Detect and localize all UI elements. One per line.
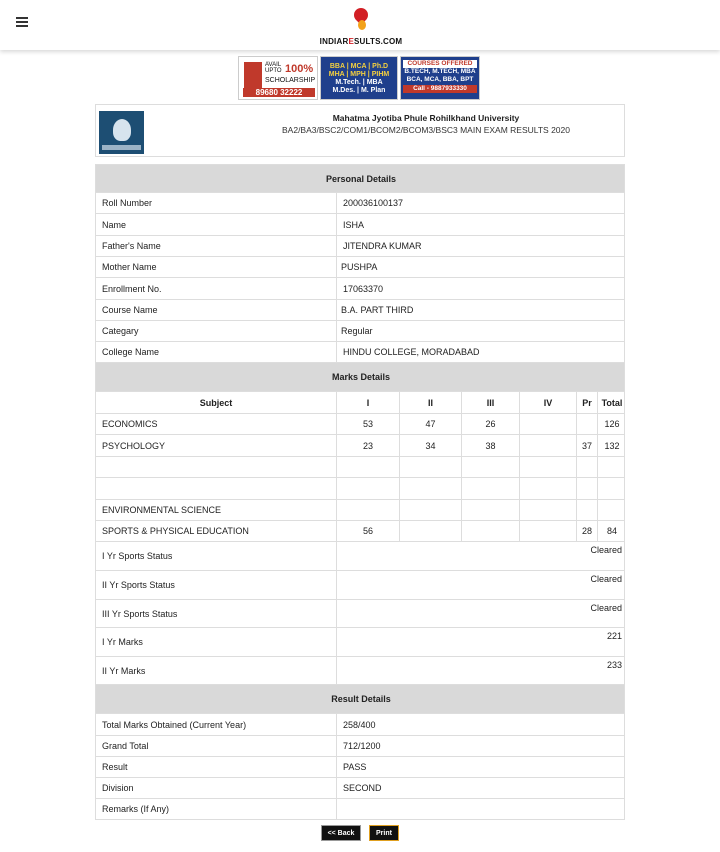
marks-row xyxy=(95,435,625,457)
marks-cell xyxy=(519,414,576,434)
status-row xyxy=(95,657,625,685)
ad-phone: 89680 32222 xyxy=(243,88,315,97)
marks-cell: 56 xyxy=(336,521,399,541)
marks-row xyxy=(95,521,625,542)
marks-cell: 23 xyxy=(336,435,399,456)
ad-line: M.Des. | M. Plan xyxy=(332,87,386,94)
status-value: Cleared xyxy=(336,600,626,627)
result-row xyxy=(95,778,625,799)
column-header: Total xyxy=(597,392,626,413)
ad-header: COURSES OFFERED xyxy=(403,60,477,68)
marks-cell xyxy=(519,478,576,499)
marks-cell xyxy=(399,521,461,541)
marks-cell xyxy=(461,521,519,541)
action-buttons xyxy=(321,825,401,841)
indiaresults-logo[interactable] xyxy=(316,8,406,48)
marks-row xyxy=(95,478,625,500)
personal-row xyxy=(95,300,625,321)
marks-cell xyxy=(461,478,519,499)
column-header: Subject xyxy=(199,397,233,408)
marks-cell: 53 xyxy=(336,414,399,434)
result-label: Remarks (If Any) xyxy=(102,804,170,814)
personal-row xyxy=(95,278,625,300)
field-value: 17063370 xyxy=(336,278,626,299)
ad-banners xyxy=(238,56,480,100)
marks-cell: 28 xyxy=(576,521,597,541)
field-value: HINDU COLLEGE, MORADABAD xyxy=(336,342,626,362)
marks-row xyxy=(95,414,625,435)
result-row xyxy=(95,714,625,736)
result-value: PASS xyxy=(336,757,626,777)
result-row xyxy=(95,799,625,820)
ad-line: BBA | MCA | Ph.D xyxy=(329,63,389,70)
marks-cell: 126 xyxy=(597,414,626,434)
ad-line: M.Tech. | MBA xyxy=(335,79,383,86)
marks-cell xyxy=(576,457,597,477)
back-button[interactable]: << Back xyxy=(321,825,361,841)
result-row xyxy=(95,736,625,757)
marks-cell xyxy=(336,500,399,520)
marks-cell xyxy=(461,457,519,477)
status-value: Cleared xyxy=(336,571,626,599)
ad-line: B.TECH, M.TECH, MBA xyxy=(404,68,476,75)
logo-text: INDIARESULTS.COM xyxy=(319,37,403,46)
marks-cell xyxy=(336,457,399,477)
marks-row xyxy=(95,457,625,478)
subject-name: PSYCHOLOGY xyxy=(102,440,166,451)
subject-name: ECONOMICS xyxy=(102,419,158,429)
status-row xyxy=(95,600,625,628)
field-value: ISHA xyxy=(336,214,626,235)
result-label: Division xyxy=(102,783,134,793)
ad-scholarship-text: SCHOLARSHIP xyxy=(265,77,316,84)
result-value: 712/1200 xyxy=(336,736,626,756)
personal-row xyxy=(95,193,625,214)
ad-logo-icon xyxy=(244,62,262,88)
column-header: Pr xyxy=(576,392,597,413)
marks-cell xyxy=(597,500,626,520)
marks-cell xyxy=(399,457,461,477)
status-value: 221 xyxy=(336,628,626,656)
field-label: Name xyxy=(102,219,127,230)
subject-name: ENVIRONMENTAL SCIENCE xyxy=(102,505,222,515)
column-header: III xyxy=(461,392,519,413)
subject-name: SPORTS & PHYSICAL EDUCATION xyxy=(102,526,249,536)
result-label: Grand Total xyxy=(102,741,149,751)
marks-cell xyxy=(461,500,519,520)
marks-cell xyxy=(576,500,597,520)
personal-row xyxy=(95,321,625,342)
marks-cell xyxy=(519,435,576,456)
marks-cell: 47 xyxy=(399,414,461,434)
result-label: Result xyxy=(102,762,128,772)
column-header: IV xyxy=(519,392,576,413)
marks-cell xyxy=(399,500,461,520)
field-value: JITENDRA KUMAR xyxy=(336,236,626,256)
marks-cell xyxy=(519,521,576,541)
status-value: Cleared xyxy=(336,542,626,570)
status-value: 233 xyxy=(336,657,626,684)
logo-drop-icon xyxy=(352,8,370,30)
status-row xyxy=(95,542,625,571)
marks-cell xyxy=(597,478,626,499)
marks-cell xyxy=(336,478,399,499)
status-label: II Yr Marks xyxy=(102,665,146,676)
field-label: Enrollment No. xyxy=(102,283,162,294)
marks-cell xyxy=(597,457,626,477)
marks-cell: 26 xyxy=(461,414,519,434)
section-title: Personal Details xyxy=(325,173,397,184)
hamburger-menu-icon[interactable] xyxy=(16,17,28,29)
marks-cell: 37 xyxy=(576,435,597,456)
status-label: III Yr Sports Status xyxy=(102,608,178,619)
column-header: I xyxy=(336,392,399,413)
result-label: Total Marks Obtained (Current Year) xyxy=(102,719,247,730)
result-value: SECOND xyxy=(336,778,626,798)
marks-cell: 132 xyxy=(597,435,626,456)
marks-cell: 34 xyxy=(399,435,461,456)
status-label: I Yr Marks xyxy=(102,637,143,647)
status-label: II Yr Sports Status xyxy=(102,580,175,590)
university-header xyxy=(95,104,625,157)
marks-cell xyxy=(576,478,597,499)
section-title: Result Details xyxy=(331,694,391,704)
field-value: Regular xyxy=(336,321,626,341)
courses-ad[interactable] xyxy=(320,56,398,100)
field-label: College Name xyxy=(102,347,160,357)
marks-cell xyxy=(519,500,576,520)
status-label: I Yr Sports Status xyxy=(102,551,173,561)
ad-call: Call - 9887933330 xyxy=(403,85,477,93)
field-label: Roll Number xyxy=(102,198,153,208)
personal-row xyxy=(95,342,625,363)
field-value: B.A. PART THIRD xyxy=(336,300,626,320)
subject-name xyxy=(96,457,336,477)
personal-row xyxy=(95,236,625,257)
section-title: Marks Details xyxy=(331,372,391,382)
marks-cell xyxy=(399,478,461,499)
field-value: 200036100137 xyxy=(336,193,626,213)
marks-cell xyxy=(519,457,576,477)
exam-title: BA2/BA3/BSC2/COM1/BCOM2/BCOM3/BSC3 MAIN EXAM RESULTS 2020 xyxy=(282,125,570,135)
marks-column-header xyxy=(95,392,625,414)
print-button[interactable]: Print xyxy=(369,825,399,841)
field-label: Mother Name xyxy=(102,262,157,272)
university-name: Mahatma Jyotiba Phule Rohilkhand University xyxy=(332,113,520,123)
scholarship-ad[interactable] xyxy=(238,56,318,100)
top-bar xyxy=(0,0,720,50)
field-label: Course Name xyxy=(102,305,158,315)
ad-percent: 100% xyxy=(285,63,314,75)
result-details-header xyxy=(95,685,625,714)
marks-details-header xyxy=(95,363,625,392)
marks-row xyxy=(95,500,625,521)
subject-name xyxy=(96,478,336,499)
field-label: Categary xyxy=(102,326,139,336)
courses-offered-ad[interactable] xyxy=(400,56,480,100)
personal-row xyxy=(95,257,625,278)
status-row xyxy=(95,571,625,600)
result-row xyxy=(95,757,625,778)
personal-row xyxy=(95,214,625,236)
result-value xyxy=(336,799,626,819)
ad-line: MHA | MPH | PIHM xyxy=(328,71,390,78)
ad-avail-text: AVAIL UPTO xyxy=(265,62,282,74)
field-value: PUSHPA xyxy=(336,257,626,277)
university-seal-icon xyxy=(99,111,144,154)
marks-cell xyxy=(576,414,597,434)
field-label: Father's Name xyxy=(102,241,161,251)
personal-details-header xyxy=(95,164,625,193)
result-value: 258/400 xyxy=(336,714,626,735)
ad-line: BCA, MCA, BBA, BPT xyxy=(406,76,474,83)
marks-cell: 84 xyxy=(597,521,626,541)
marks-cell: 38 xyxy=(461,435,519,456)
column-header: II xyxy=(399,392,461,413)
status-row xyxy=(95,628,625,657)
